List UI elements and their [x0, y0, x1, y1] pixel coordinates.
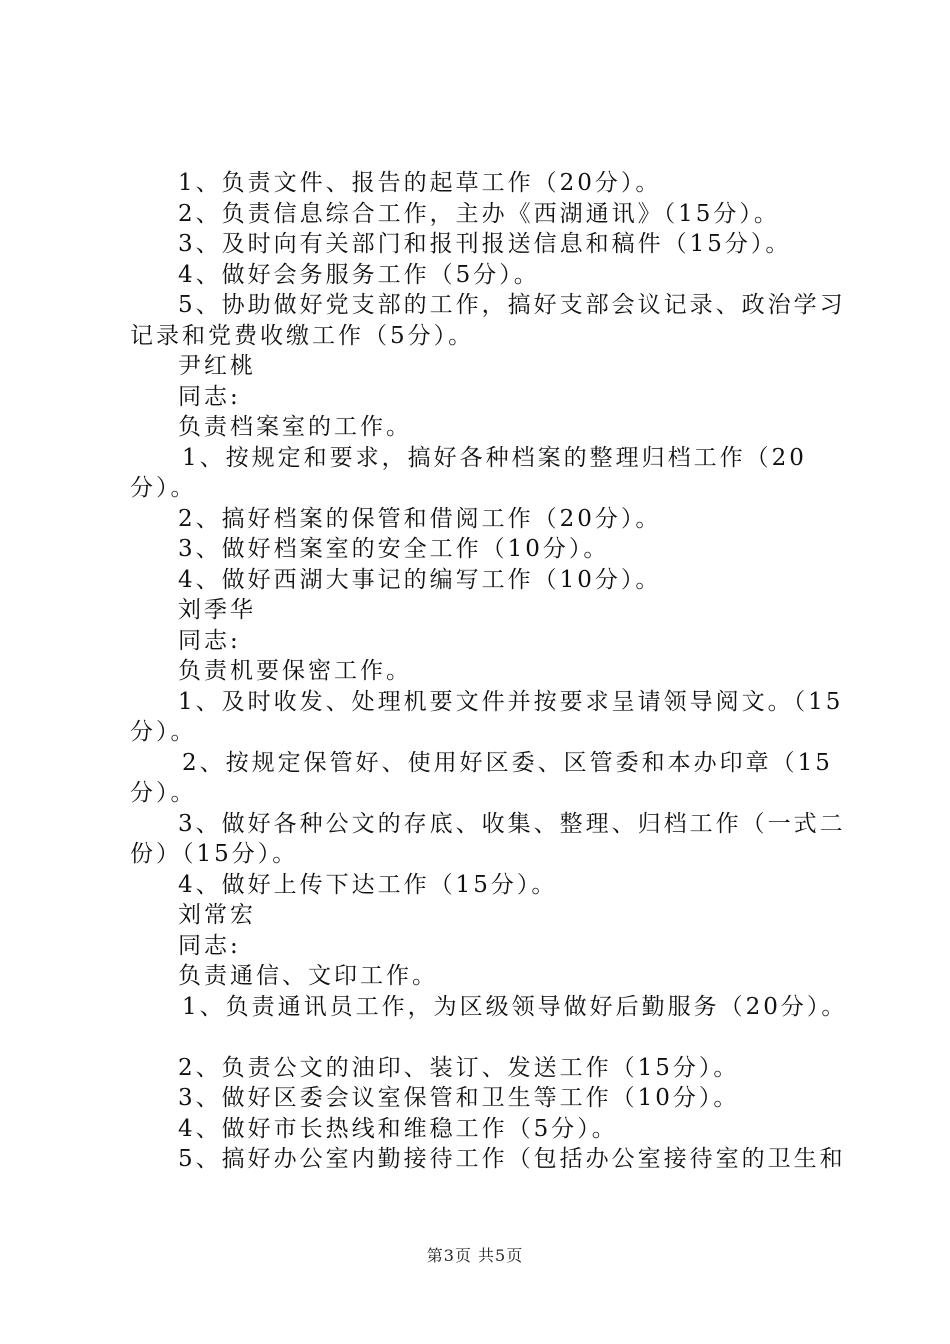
document-body	[130, 168, 848, 1175]
text-line: 分）。	[130, 475, 197, 501]
text-line: 3、做好档案室的安全工作（10分）。	[178, 536, 610, 562]
text-line: 4、做好市长热线和维稳工作（5分）。	[178, 1115, 618, 1142]
text-line: 份）（15分）。	[130, 841, 299, 867]
text-line: 同志:	[178, 932, 241, 959]
text-line: 4、做好上传下达工作（15分）。	[178, 871, 558, 898]
text-line: 1、负责通讯员工作，为区级领导做好后勤服务（20分）。	[182, 993, 848, 1020]
text-line: 3、及时向有关部门和报刊报送信息和稿件（15分）。	[178, 231, 792, 257]
text-line: 2、负责信息综合工作，主办《西湖通讯》（15分）。	[178, 200, 780, 227]
text-line: 刘季华	[178, 597, 256, 623]
text-line: 2、搞好档案的保管和借阅工作（20分）。	[178, 505, 662, 532]
text-line: 5、协助做好党支部的工作，搞好支部会议记录、政治学习	[178, 292, 846, 318]
text-line: 3、做好各种公文的存底、收集、整理、归档工作（一式二	[178, 810, 846, 837]
text-line: 4、做好会务服务工作（5分）。	[178, 261, 540, 288]
text-line: 同志:	[178, 627, 241, 654]
text-line: 2、负责公文的油印、装订、发送工作（15分）。	[178, 1054, 740, 1081]
text-line: 分）。	[130, 719, 197, 745]
text-line: 1、及时收发、处理机要文件并按要求呈请领导阅文。（15	[178, 688, 844, 715]
text-line: 3、做好区委会议室保管和卫生等工作（10分）。	[178, 1085, 740, 1111]
text-line: 记录和党费收缴工作（5分）。	[130, 322, 475, 349]
text-line: 5、搞好办公室内勤接待工作（包括办公室接待室的卫生和	[178, 1146, 846, 1172]
text-line: 1、按规定和要求，搞好各种档案的整理归档工作（20	[182, 444, 807, 471]
text-line	[130, 1022, 842, 1053]
text-line: 同志:	[178, 383, 241, 410]
text-line: 尹红桃	[178, 353, 256, 379]
text-line: 负责机要保密工作。	[178, 658, 412, 684]
text-line: 负责通信、文印工作。	[178, 963, 438, 989]
text-line: 4、做好西湖大事记的编写工作（10分）。	[178, 566, 662, 593]
text-line: 2、按规定保管好、使用好区委、区管委和本办印章（15	[182, 749, 833, 776]
text-line: 1、负责文件、报告的起草工作（20分）。	[178, 170, 662, 196]
text-line: 负责档案室的工作。	[178, 414, 412, 440]
page-footer: 第3页 共5页	[426, 1246, 524, 1265]
text-line: 分）。	[130, 780, 197, 806]
text-line: 刘常宏	[178, 902, 256, 928]
